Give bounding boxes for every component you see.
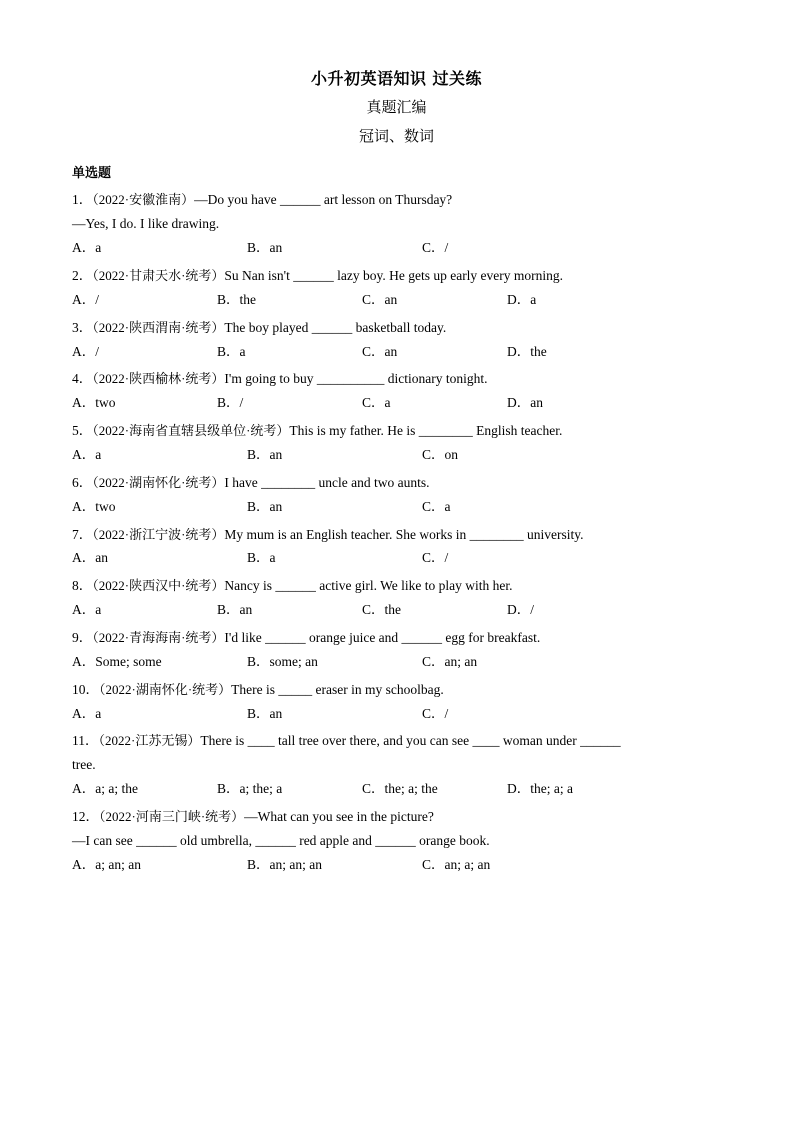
option-row (72, 289, 721, 311)
question-item (72, 317, 721, 363)
option-choice[interactable]: D．an (507, 395, 543, 411)
question-stem (72, 472, 721, 494)
option-choice[interactable]: B．some; an (247, 653, 318, 669)
option-choice[interactable]: B．a; the; a (217, 781, 283, 797)
title-block (72, 68, 721, 148)
option-choice[interactable]: C．a (422, 498, 451, 514)
option-choice[interactable]: C．/ (422, 550, 449, 566)
question-number: 11． (72, 733, 99, 749)
question-stem (72, 524, 721, 546)
question-stem (72, 627, 721, 649)
question-number: 4． (72, 371, 93, 387)
option-row (72, 547, 721, 569)
section-label: 单选题 (72, 166, 112, 182)
question-continuation: tree. (72, 757, 96, 773)
option-choice[interactable]: C．the (362, 602, 401, 618)
question-text: There is ____ tall tree over there, and you can see ____ woman under ______ (200, 733, 621, 749)
question-text: —Do you have ______ art lesson on Thursday? (194, 192, 453, 208)
option-choice[interactable]: A．/ (72, 343, 99, 359)
question-item (72, 575, 721, 621)
option-choice[interactable]: A．/ (72, 291, 99, 307)
question-text: This is my father. He is ________ English teacher. (289, 423, 563, 439)
option-choice[interactable]: B．a (247, 550, 276, 566)
question-source: （2022·青海海南·统考） (92, 630, 225, 645)
question-number: 5． (72, 423, 93, 439)
option-choice[interactable]: C．an; an (422, 653, 478, 669)
question-source: （2022·江苏无锡） (98, 733, 201, 749)
question-text: I'd like ______ orange juice and ______ egg for breakfast. (224, 630, 541, 645)
option-row (72, 496, 721, 518)
question-text: I'm going to buy __________ dictionary tonight. (224, 371, 488, 387)
question-source: （2022·陕西汉中·统考） (92, 578, 225, 594)
question-continuation: —Yes, I do. I like drawing. (72, 216, 220, 232)
question-source: （2022·陕西榆林·统考） (92, 371, 225, 387)
question-text: My mum is an English teacher. She works in ________ university. (224, 526, 584, 542)
question-item (72, 524, 721, 570)
option-choice[interactable]: D．a (507, 291, 537, 307)
option-row (72, 237, 721, 259)
option-row (72, 651, 721, 673)
question-number: 6． (72, 474, 93, 490)
option-choice[interactable]: A．a (72, 446, 102, 462)
question-number: 12． (72, 809, 99, 825)
question-stem (72, 420, 721, 442)
option-choice[interactable]: B．an (247, 705, 283, 721)
question-stem (72, 265, 721, 287)
option-choice[interactable]: C．an; a; an (422, 856, 491, 872)
question-source: （2022·陕西渭南·统考） (92, 319, 225, 335)
option-choice[interactable]: B．an (247, 446, 283, 462)
option-choice[interactable]: B．an (247, 240, 283, 256)
option-choice[interactable]: A．a (72, 602, 102, 618)
option-row (72, 703, 721, 725)
question-source: （2022·河南三门峡·统考） (99, 809, 245, 825)
document-topic: 冠词、数词 (358, 129, 434, 146)
question-text: —What can you see in the picture? (244, 809, 434, 825)
option-choice[interactable]: A．two (72, 498, 116, 514)
question-item (72, 679, 721, 725)
question-stem (72, 189, 721, 211)
question-number: 7． (72, 526, 93, 542)
question-text: Nancy is ______ active girl. We like to play with her. (224, 578, 513, 594)
question-number: 1． (72, 192, 93, 208)
option-row (72, 341, 721, 363)
option-choice[interactable]: A．a; an; an (72, 856, 141, 872)
question-text: I have ________ uncle and two aunts. (224, 474, 430, 490)
question-item (72, 189, 721, 259)
option-choice[interactable]: C．an (362, 343, 398, 359)
question-text: Su Nan isn't ______ lazy boy. He gets up early every morning. (224, 267, 564, 283)
option-choice[interactable]: C．on (422, 446, 459, 462)
question-stem (72, 806, 721, 828)
option-choice[interactable]: C．/ (422, 240, 449, 256)
page-title: 小升初英语知识 过关练 (310, 69, 483, 88)
question-text: The boy played ______ basketball today. (224, 319, 447, 335)
option-choice[interactable]: B．a (217, 343, 246, 359)
question-item (72, 472, 721, 518)
option-choice[interactable]: A．a; a; the (72, 781, 138, 797)
option-choice[interactable]: C．the; a; the (362, 781, 438, 797)
option-row (72, 392, 721, 414)
question-stem (72, 730, 721, 752)
option-choice[interactable]: A．two (72, 395, 116, 411)
question-number: 9． (72, 630, 93, 645)
option-choice[interactable]: A．a (72, 705, 102, 721)
question-stem (72, 317, 721, 339)
option-choice[interactable]: A．an (72, 550, 108, 566)
option-choice[interactable]: A．a (72, 240, 102, 256)
option-row (72, 444, 721, 466)
question-number: 8． (72, 578, 93, 594)
option-choice[interactable]: B．an; an; an (247, 856, 322, 872)
question-item (72, 806, 721, 876)
question-number: 3． (72, 319, 93, 335)
option-choice[interactable]: B．an (247, 498, 283, 514)
option-row (72, 854, 721, 876)
question-source: （2022·安徽淮南） (92, 192, 195, 208)
option-choice[interactable]: B．the (217, 291, 256, 307)
question-source: （2022·浙江宁波·统考） (92, 526, 225, 542)
question-item (72, 420, 721, 466)
option-row (72, 778, 721, 800)
option-choice[interactable]: D．the; a; a (507, 781, 573, 797)
option-choice[interactable]: A．Some; some (72, 653, 162, 669)
question-item (72, 730, 721, 800)
question-source: （2022·湖南怀化·统考） (99, 681, 232, 697)
question-number: 10． (72, 681, 99, 697)
question-text: There is _____ eraser in my schoolbag. (231, 681, 444, 697)
question-source: （2022·湖南怀化·统考） (92, 474, 225, 490)
question-item (72, 627, 721, 673)
document-subtitle: 真题汇编 (366, 100, 427, 117)
option-choice[interactable]: C．a (362, 395, 391, 411)
option-choice[interactable]: D．the (507, 343, 547, 359)
option-choice[interactable]: C．/ (422, 705, 449, 721)
question-source: （2022·海南省直辖县级单位·统考） (92, 423, 290, 439)
option-choice[interactable]: D．/ (507, 602, 534, 618)
option-choice[interactable]: B．an (217, 602, 253, 618)
question-number: 2． (72, 267, 93, 283)
question-stem (72, 679, 721, 701)
option-row (72, 599, 721, 621)
question-item (72, 265, 721, 311)
question-item (72, 368, 721, 414)
question-continuation: —I can see ______ old umbrella, ______ red apple and ______ orange book. (72, 832, 490, 848)
question-source: （2022·甘肃天水·统考） (92, 267, 225, 283)
option-choice[interactable]: B．/ (217, 395, 244, 411)
option-choice[interactable]: C．an (362, 291, 398, 307)
question-stem (72, 575, 721, 597)
question-stem (72, 368, 721, 390)
question-list (72, 189, 721, 875)
